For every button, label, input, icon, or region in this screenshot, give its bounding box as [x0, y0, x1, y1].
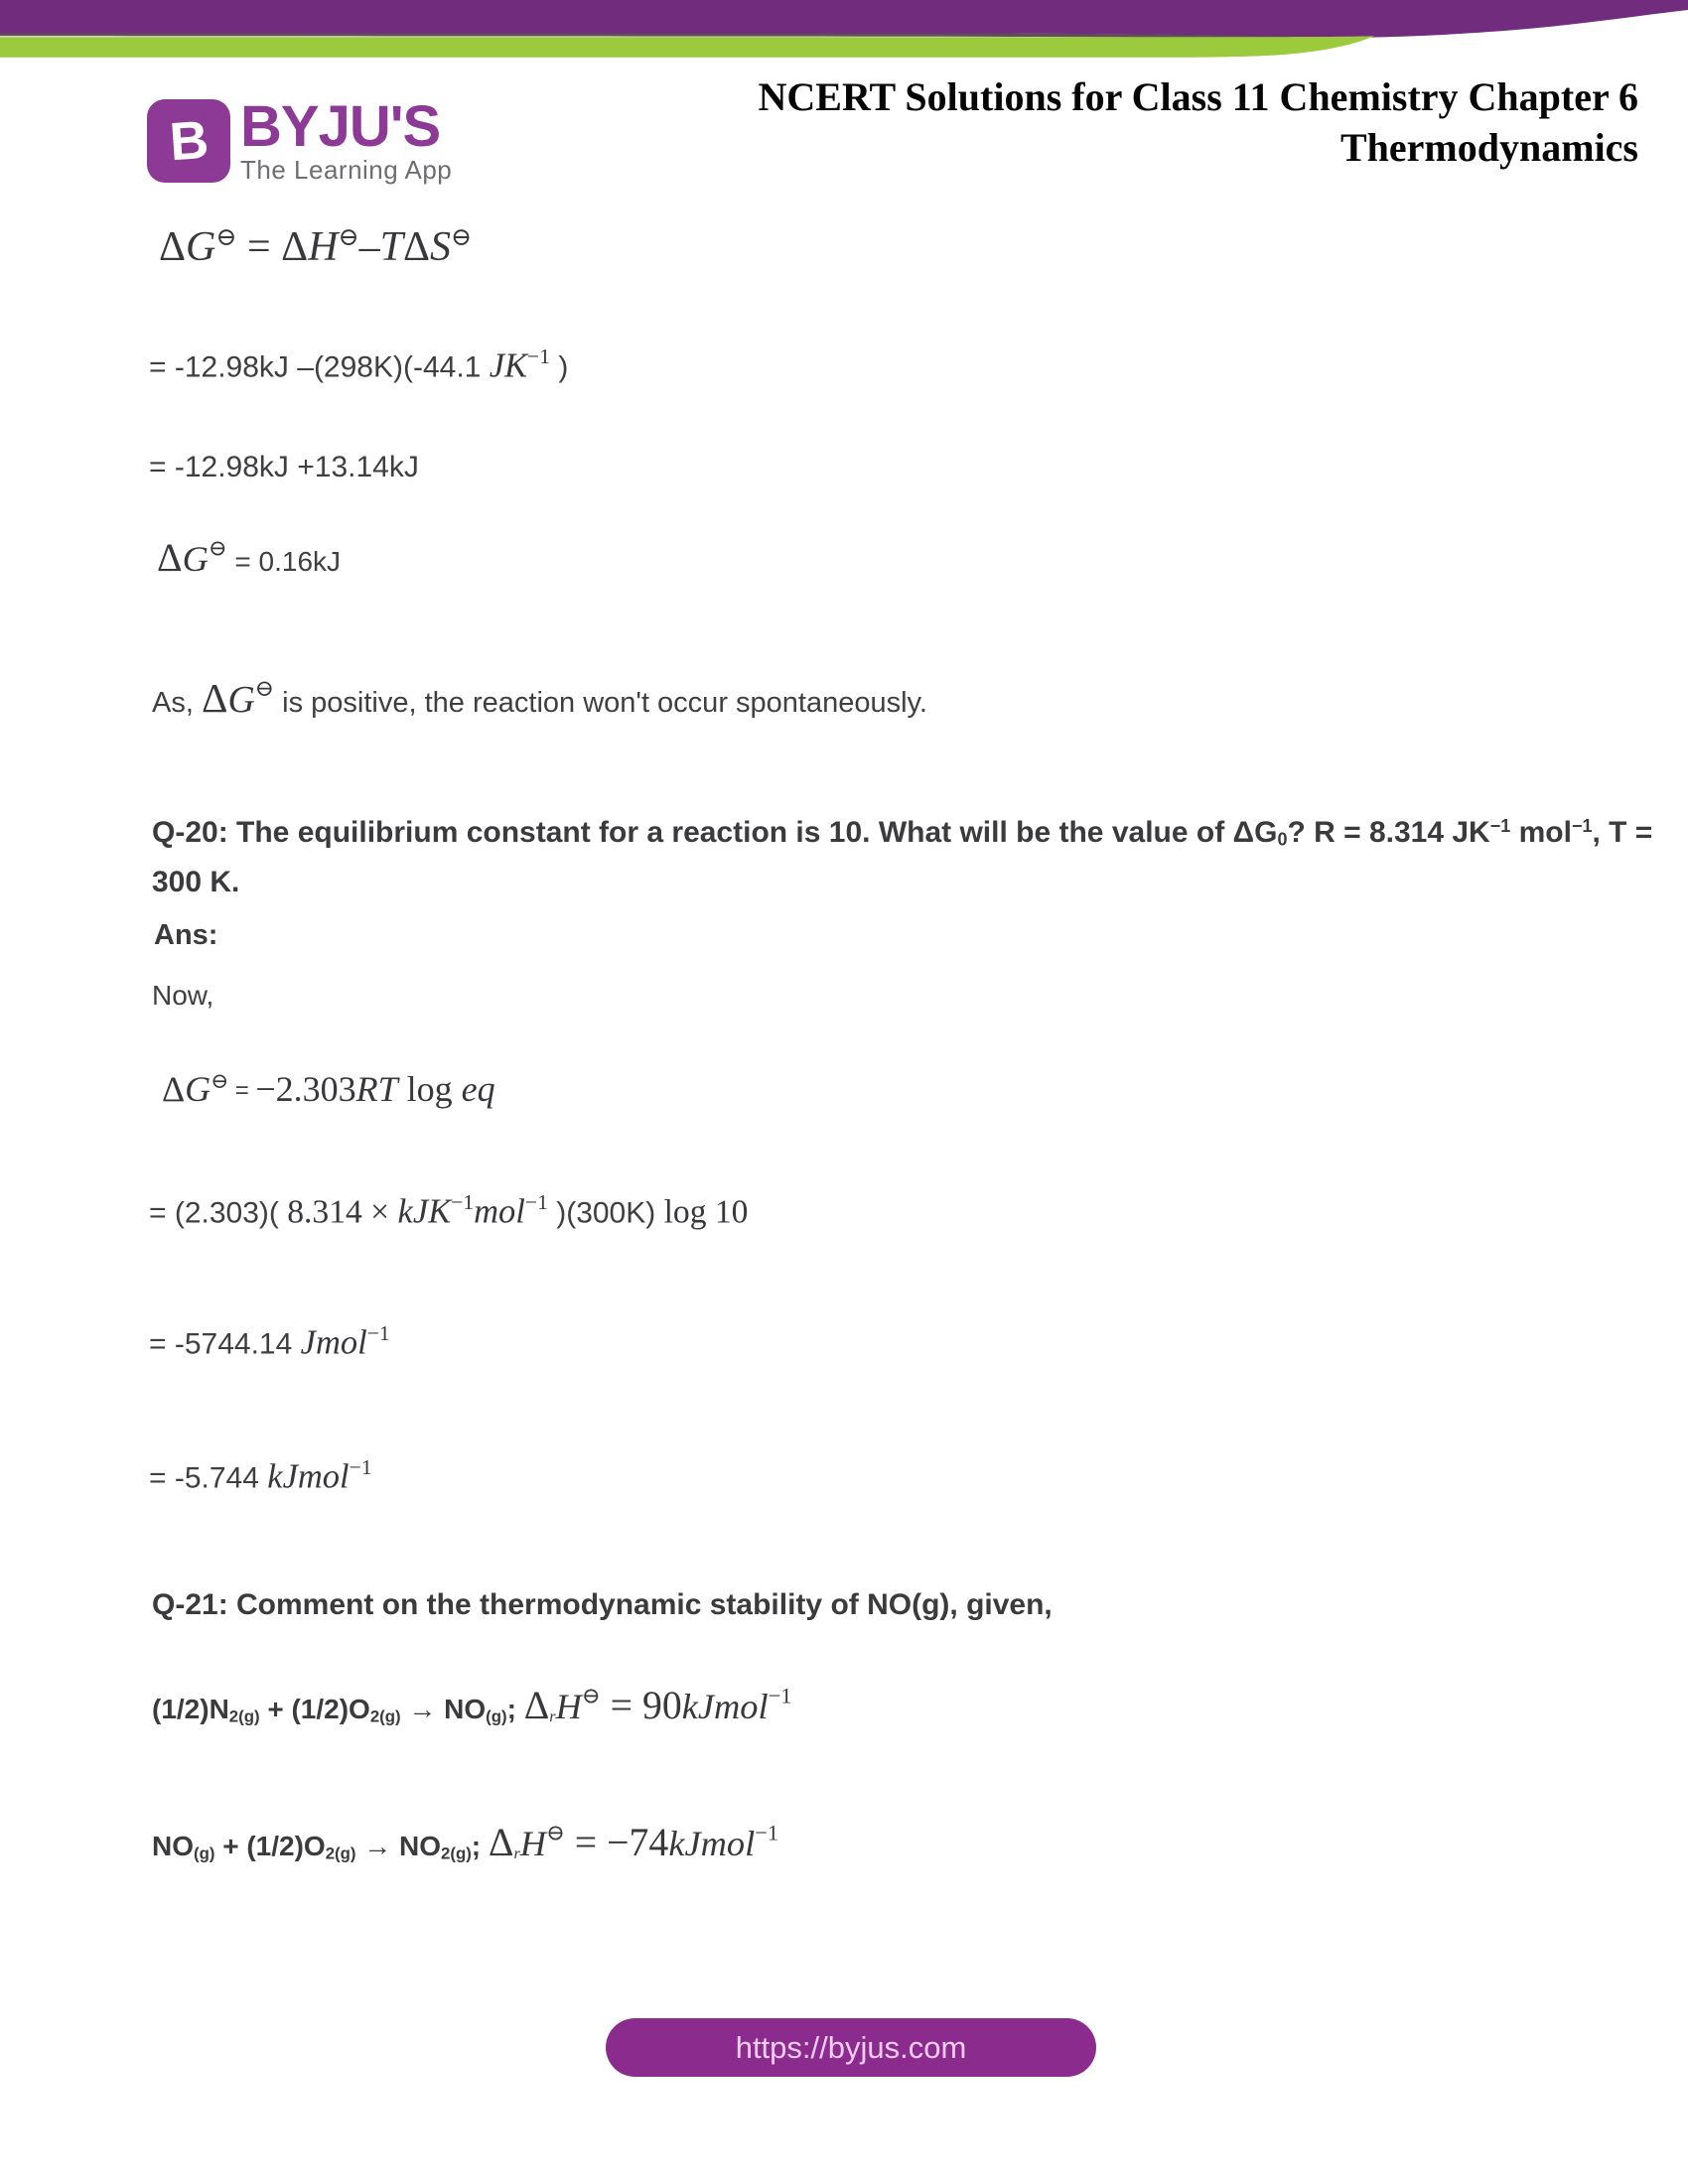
reaction-equation-1: (1/2)N2(g) + (1/2)O2(g) → NO(g); ΔrH⊖ = 90kJmol$^{-1}$ [152, 1683, 792, 1727]
equation-gibbs-relation: ΔG⊖ = ΔH⊖–TΔS⊖ [159, 223, 473, 270]
equation-log-relation: ΔG⊖ = −2.303RT log eq [162, 1069, 495, 1109]
title-line-2: Thermodynamics [1340, 125, 1638, 170]
equation-substitution: = (2.303)( 8.314 × kJK$^{-1}$mol$^{-1}$ )(300K) log 10 [149, 1190, 749, 1231]
equation-value-joules: = -5744.14 Jmol$^{-1}$ [149, 1321, 390, 1362]
byjus-logo-text [240, 94, 453, 186]
conclusion-text: As, ΔG⊖ is positive, the reaction won't occur spontaneously. [152, 675, 927, 721]
now-label: Now, [152, 980, 214, 1011]
byjus-logo [147, 94, 453, 186]
brand-name: BYJU'S [240, 94, 441, 159]
title-line-1: NCERT Solutions for Class 11 Chemistry Chapter 6 [758, 74, 1638, 119]
purple-wave [0, 0, 1688, 38]
question-21-text: Q-21: Comment on the thermodynamic stability of NO(g), given, [152, 1588, 1053, 1621]
page-title [759, 71, 1638, 173]
equation-result: ΔG⊖ = 0.16kJ [157, 535, 342, 580]
byjus-b-letter: B [167, 109, 211, 173]
equation-step-1: = -12.98kJ –(298K)(-44.1 $JK^{-1}$ ) [149, 344, 569, 385]
byjus-b-icon [147, 99, 230, 183]
question-20-text: Q-20: The equilibrium constant for a reaction is 10. What will be the value of ΔG0? R = 8.314 $JK^{-1}$ mol$^{-1}$, T = 300 K. [152, 815, 1653, 899]
footer-url-pill[interactable] [606, 2018, 1096, 2077]
green-wave [0, 36, 1374, 58]
equation-step-2: = -12.98kJ +13.14kJ [149, 451, 419, 483]
reaction-equation-2: NO(g) + (1/2)O2(g) → NO2(g); ΔrH⊖ = −74kJmol$^{-1}$ [152, 1820, 779, 1864]
brand-tagline: The Learning App [240, 155, 453, 185]
answer-label: Ans: [154, 919, 218, 951]
footer-url[interactable]: https://byjus.com [735, 2029, 967, 2065]
equation-value-kilojoules: = -5.744 kJmol$^{-1}$ [149, 1455, 372, 1496]
